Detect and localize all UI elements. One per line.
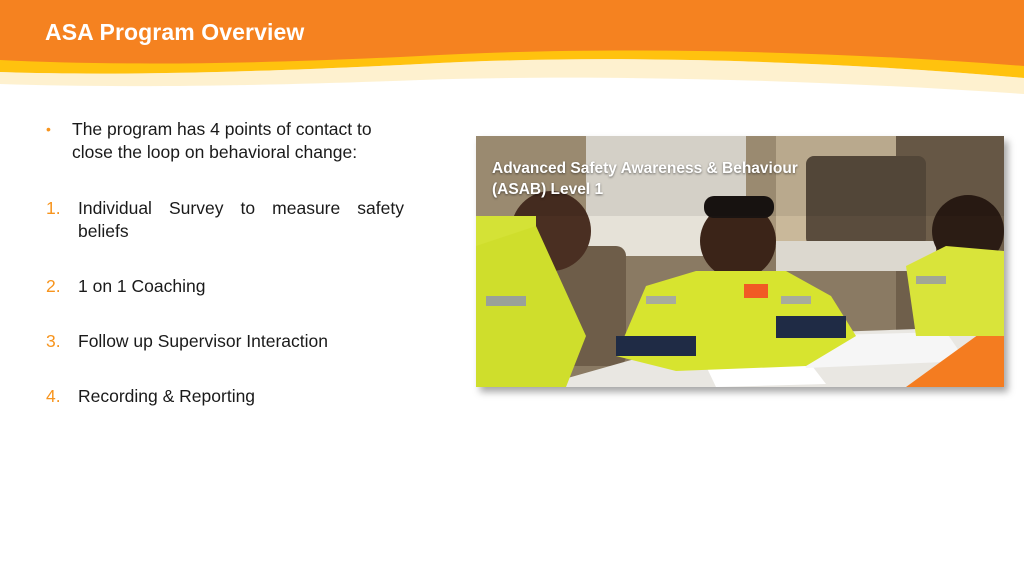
list-item (46, 275, 404, 298)
list-item-text: Individual Survey to measure safety beliefs (78, 198, 404, 241)
caption-line-2: (ASAB) Level 1 (492, 181, 604, 198)
list-item (46, 197, 404, 243)
list-item-text: 1 on 1 Coaching (78, 276, 206, 296)
photo-caption (492, 158, 798, 200)
list-item-text: Follow up Supervisor Interaction (78, 331, 328, 351)
header-banner (0, 0, 1024, 100)
intro-text: The program has 4 points of contact to close the loop on behavioral change: (72, 119, 372, 162)
list-number: 4. (46, 386, 61, 406)
list-number: 1. (46, 198, 61, 218)
list-item-text: Recording & Reporting (78, 386, 256, 406)
caption-line-1: Advanced Safety Awareness & Behaviour (492, 160, 798, 177)
list-number: 3. (46, 331, 61, 351)
bullet-dot-icon: • (46, 121, 51, 137)
list-item (46, 385, 404, 408)
training-photo (476, 136, 1004, 387)
page-title: ASA Program Overview (45, 19, 305, 45)
intro-bullet (46, 118, 404, 164)
list-number: 2. (46, 276, 61, 296)
header-wave-graphic (0, 0, 1024, 100)
list-item (46, 330, 404, 353)
